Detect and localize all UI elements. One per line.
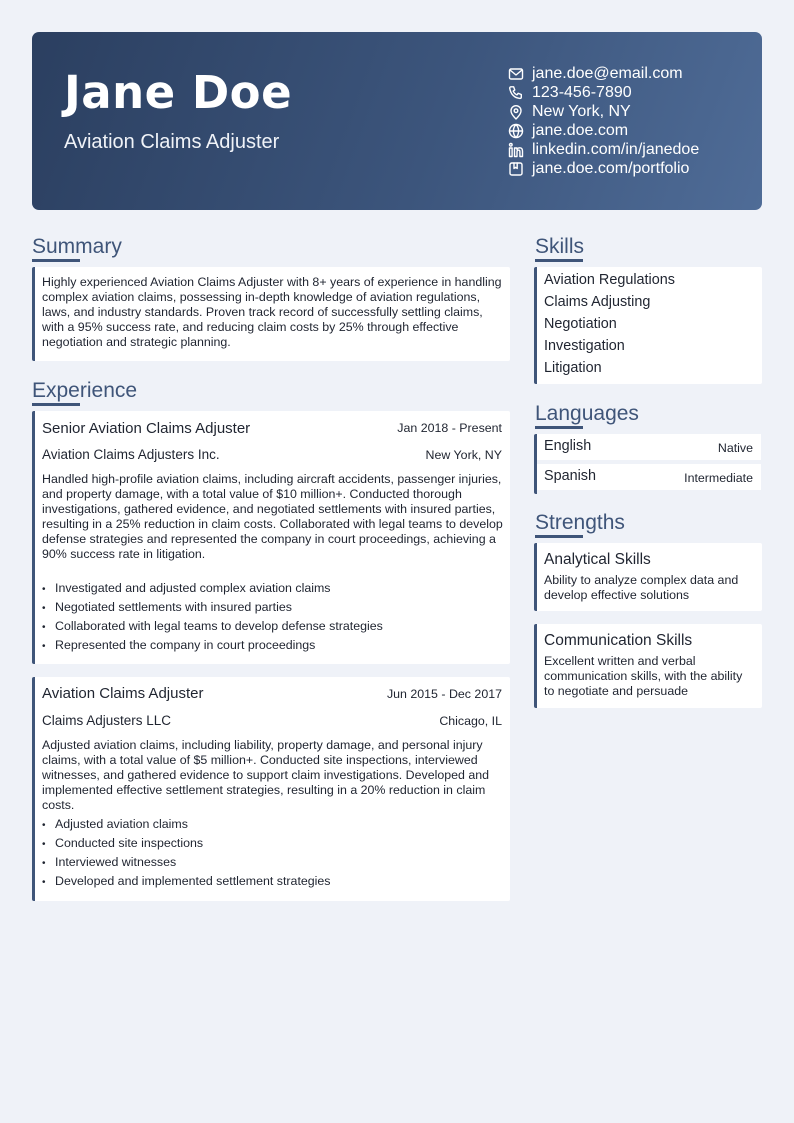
portfolio-icon xyxy=(508,161,524,177)
job-bullet: • Represented the company in court proceedings xyxy=(42,636,383,655)
strength-card xyxy=(534,624,762,708)
skill-item: Aviation Regulations xyxy=(544,272,675,288)
job-title: Aviation Claims Adjuster xyxy=(42,685,204,702)
job-bullet: • Developed and implemented settlement strategies xyxy=(42,872,331,891)
job-bullet: • Conducted site inspections xyxy=(42,834,331,853)
contact-phone-text: 123-456-7890 xyxy=(532,84,632,101)
strength-title: Communication Skills xyxy=(544,632,693,649)
skills-card xyxy=(534,267,762,384)
language-row xyxy=(537,464,761,490)
skill-item: Negotiation xyxy=(544,316,617,332)
job-dates: Jan 2018 - Present xyxy=(397,421,502,435)
contact-location-text: New York, NY xyxy=(532,103,631,120)
strength-description: Excellent written and verbal communication skills, with the ability to negotiate and persuade xyxy=(544,654,743,698)
languages-heading: Languages xyxy=(535,402,639,425)
job-bullet: • Interviewed witnesses xyxy=(42,853,331,872)
mail-icon xyxy=(508,66,524,82)
candidate-role: Aviation Claims Adjuster xyxy=(64,131,280,153)
job-bullets xyxy=(42,815,331,891)
job-company: Claims Adjusters LLC xyxy=(42,713,172,728)
experience-heading-underline xyxy=(32,403,80,406)
experience-job-1 xyxy=(32,411,510,664)
job-title: Senior Aviation Claims Adjuster xyxy=(42,420,251,437)
experience-job-2 xyxy=(32,677,510,901)
job-dates: Jun 2015 - Dec 2017 xyxy=(386,687,502,701)
skills-heading: Skills xyxy=(535,235,585,258)
job-description: Handled high-profile aviation claims, including aircraft accidents, passenger injuries, and property damage, with a total value of $10 million+. Conducted thorough investigations, gathered evidence, and negotiated settlements with insured parties, resulting in a 25% reduction in claim costs. Collaborated with legal teams to develop defense strategies and represented the company in court proceedings, achieving a 90% success rate in litigation. xyxy=(42,472,503,561)
contact-linkedin-text: linkedin.com/in/janedoe xyxy=(532,141,700,158)
summary-card xyxy=(32,267,510,361)
linkedin-icon xyxy=(508,142,524,158)
globe-icon xyxy=(508,123,524,139)
language-name: English xyxy=(544,438,592,454)
contact-website-text: jane.doe.com xyxy=(532,122,629,139)
job-company: Aviation Claims Adjusters Inc. xyxy=(42,447,220,462)
resume-header xyxy=(32,32,762,210)
language-row xyxy=(537,434,761,460)
contact-website[interactable] xyxy=(508,121,699,140)
skill-item: Litigation xyxy=(544,360,602,376)
strength-description: Ability to analyze complex data and develop effective solutions xyxy=(544,573,739,602)
job-bullets xyxy=(42,579,383,655)
job-bullet: • Adjusted aviation claims xyxy=(42,815,331,834)
contact-portfolio[interactable] xyxy=(508,159,699,178)
languages-heading-underline xyxy=(535,426,583,429)
job-location: New York, NY xyxy=(425,448,502,462)
language-name: Spanish xyxy=(544,468,597,484)
contact-email[interactable] xyxy=(508,64,699,83)
skills-heading-underline xyxy=(535,259,583,262)
skill-item: Claims Adjusting xyxy=(544,294,651,310)
summary-heading: Summary xyxy=(32,235,122,258)
summary-heading-underline xyxy=(32,259,80,262)
contact-email-text: jane.doe@email.com xyxy=(532,65,683,82)
job-bullet: • Investigated and adjusted complex aviation claims xyxy=(42,579,383,598)
job-description: Adjusted aviation claims, including liability, property damage, and personal injury claims, with a total value of $5 million+. Conducted site inspections, interviewed witnesses, and gathered evidence to support claim investigations. Developed and implemented effective settlement strategies, resulting in a 20% reduction in claim costs. xyxy=(42,738,490,812)
strength-card xyxy=(534,543,762,611)
strengths-heading-underline xyxy=(535,535,583,538)
job-location: Chicago, IL xyxy=(439,714,502,728)
contact-portfolio-text: jane.doe.com/portfolio xyxy=(532,160,690,177)
strengths-heading: Strengths xyxy=(535,511,625,534)
skill-item: Investigation xyxy=(544,338,625,354)
job-bullet: • Negotiated settlements with insured parties xyxy=(42,598,383,617)
strength-title: Analytical Skills xyxy=(544,551,651,568)
contact-list xyxy=(508,64,699,178)
candidate-name: Jane Doe xyxy=(64,66,293,119)
contact-phone[interactable] xyxy=(508,83,699,102)
contact-location xyxy=(508,102,699,121)
contact-linkedin[interactable] xyxy=(508,140,699,159)
location-icon xyxy=(508,104,524,120)
language-level: Intermediate xyxy=(684,471,753,485)
phone-icon xyxy=(508,85,524,101)
languages-card xyxy=(534,434,762,494)
language-level: Native xyxy=(717,441,753,455)
job-bullet: • Collaborated with legal teams to develop defense strategies xyxy=(42,617,383,636)
summary-text: Highly experienced Aviation Claims Adjuster with 8+ years of experience in handling complex aviation claims, possessing in-depth knowledge of aviation regulations, laws, and industry standards. Proven track record of successfully settling claims, with a 95% success rate, and reducing claim costs by 25% through effective negotiation and strategic planning. xyxy=(42,275,502,349)
experience-heading: Experience xyxy=(32,379,138,402)
